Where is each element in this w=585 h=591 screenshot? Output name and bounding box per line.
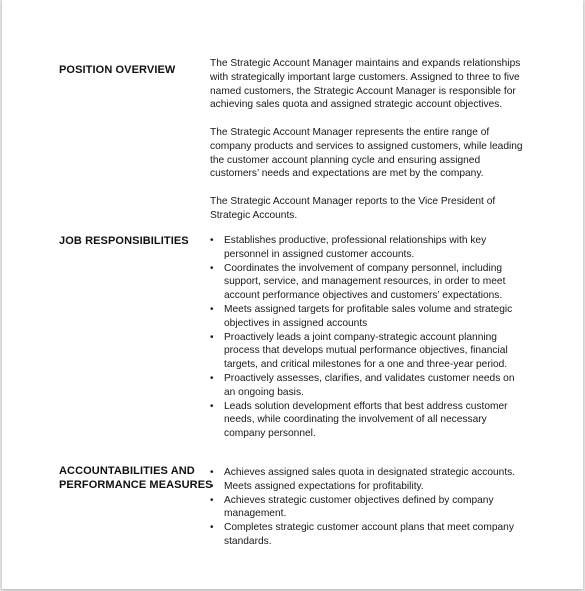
- list-item: • Achieves assigned sales quota in designated strategic accounts.: [210, 466, 525, 480]
- position-overview-body: [210, 57, 525, 223]
- list-item: • Completes strategic customer account plans that meet company standards.: [210, 521, 525, 549]
- accountabilities-body: [210, 466, 525, 549]
- list-item: • Achieves strategic customer objectives defined by company management.: [210, 494, 525, 522]
- list-item: • Coordinates the involvement of company personnel, including support, service, and management resources, in order to meet account performance objectives and customers’ expectations.: [210, 262, 525, 303]
- responsibilities-list: [210, 234, 525, 441]
- list-item: • Proactively assesses, clarifies, and validates customer needs on an ongoing basis.: [210, 372, 525, 400]
- accountabilities-heading-line-1: ACCOUNTABILITIES AND: [59, 465, 195, 477]
- list-item: • Meets assigned targets for profitable sales volume and strategic objectives in assigned accounts: [210, 303, 525, 331]
- job-responsibilities-body: [210, 234, 525, 441]
- document-page: [2, 0, 583, 589]
- list-item: • Proactively leads a joint company-strategic account planning process that develops mutual performance objectives, financial targets, and critical milestones for a one and three-year period.: [210, 331, 525, 372]
- accountabilities-list: [210, 466, 525, 549]
- list-item: • Meets assigned expectations for profitability.: [210, 480, 525, 494]
- overview-paragraph: The Strategic Account Manager reports to the Vice President of Strategic Accounts.: [210, 195, 496, 221]
- overview-paragraph: The Strategic Account Manager represents the entire range of company products and services to assigned customers, while leading the customer account planning cycle and ensuring assigned customers’ needs and expectations are met by the company.: [210, 126, 523, 180]
- job-responsibilities-heading: JOB RESPONSIBILITIES: [59, 235, 189, 247]
- accountabilities-heading: [59, 464, 213, 492]
- position-overview-heading: POSITION OVERVIEW: [59, 64, 176, 76]
- overview-paragraph: The Strategic Account Manager maintains and expands relationships with strategically important large customers. Assigned to three to five named customers, the Strategic Account Manager is responsible for achieving sales quota and assigned strategic account objectives.: [210, 58, 521, 111]
- list-item: • Leads solution development efforts that best address customer needs, while coordinating the involvement of all necessary company personnel.: [210, 400, 525, 441]
- accountabilities-heading-line-2: PERFORMANCE MEASURES: [59, 479, 213, 491]
- list-item: • Establishes productive, professional relationships with key personnel in assigned customer accounts.: [210, 234, 525, 262]
